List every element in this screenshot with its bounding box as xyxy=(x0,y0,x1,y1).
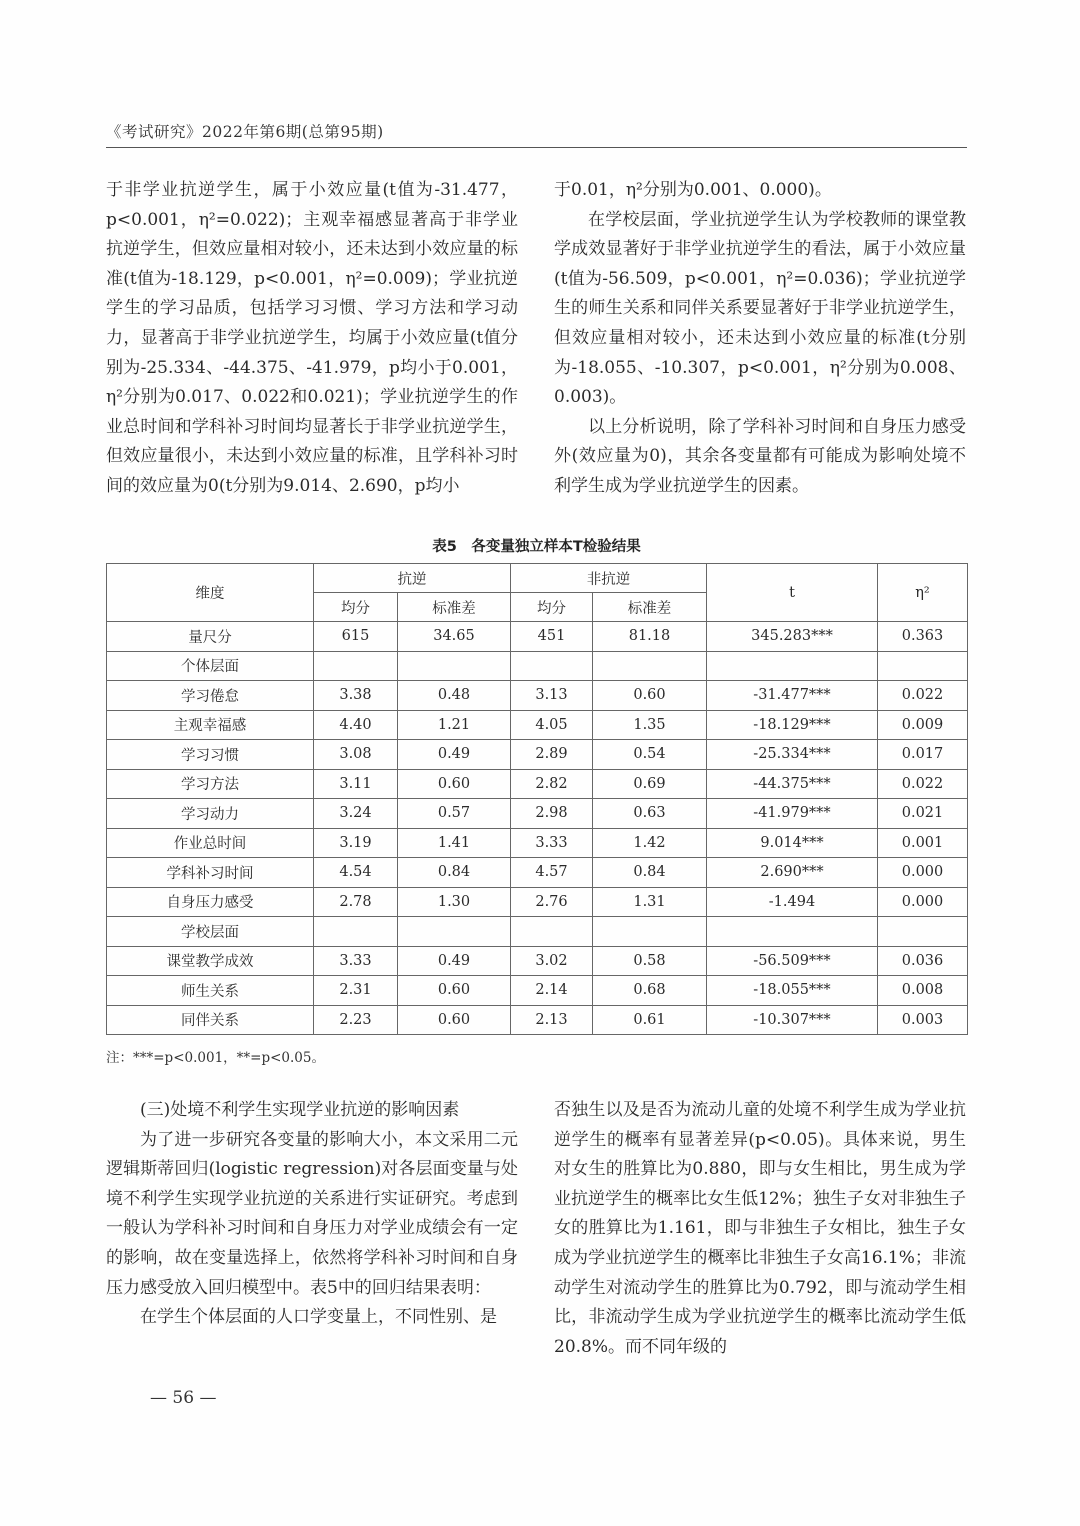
table-row xyxy=(107,828,968,858)
cell-sd: 1.42 xyxy=(593,828,707,858)
cell-eta: 0.000 xyxy=(878,887,968,917)
cell-t: -18.129*** xyxy=(707,710,878,740)
row-label: 作业总时间 xyxy=(107,828,314,858)
row-label: 学科补习时间 xyxy=(107,858,314,888)
cell-mean: 3.33 xyxy=(314,946,398,976)
cell-mean: 3.19 xyxy=(314,828,398,858)
table-row xyxy=(107,946,968,976)
header-mean: 均分 xyxy=(511,593,593,622)
cell-sd: 1.41 xyxy=(398,828,511,858)
cell-mean: 3.38 xyxy=(314,681,398,711)
cell-mean: 2.13 xyxy=(511,1005,593,1035)
cell-eta: 0.022 xyxy=(878,769,968,799)
cell-t: -10.307*** xyxy=(707,1005,878,1035)
cell-eta: 0.363 xyxy=(878,622,968,652)
table-row xyxy=(107,976,968,1006)
row-label: 同伴关系 xyxy=(107,1005,314,1035)
cell-eta: 0.022 xyxy=(878,681,968,711)
table-row xyxy=(107,740,968,770)
cell-sd: 0.54 xyxy=(593,740,707,770)
row-label: 学习习惯 xyxy=(107,740,314,770)
table-note: 注：***=p<0.001，**=p<0.05。 xyxy=(106,1050,325,1066)
cell-t: -31.477*** xyxy=(707,681,878,711)
cell-sd: 0.68 xyxy=(593,976,707,1006)
cell-t xyxy=(707,651,878,681)
top-right-column xyxy=(554,176,966,502)
row-label: 课堂教学成效 xyxy=(107,946,314,976)
row-label: 主观幸福感 xyxy=(107,710,314,740)
cell-mean: 2.89 xyxy=(511,740,593,770)
row-label: 学习方法 xyxy=(107,769,314,799)
cell-t: 2.690*** xyxy=(707,858,878,888)
cell-eta: 0.000 xyxy=(878,858,968,888)
cell-sd: 1.31 xyxy=(593,887,707,917)
bottom-right-column xyxy=(554,1096,966,1362)
row-label: 师生关系 xyxy=(107,976,314,1006)
cell-sd: 0.60 xyxy=(398,1005,511,1035)
cell-mean: 2.78 xyxy=(314,887,398,917)
results-table-container xyxy=(106,563,967,1035)
row-label: 个体层面 xyxy=(107,651,314,681)
table-row xyxy=(107,769,968,799)
top-left-column xyxy=(106,176,518,502)
cell-sd xyxy=(593,651,707,681)
table-row xyxy=(107,651,968,681)
cell-mean: 3.13 xyxy=(511,681,593,711)
cell-mean: 4.40 xyxy=(314,710,398,740)
cell-t: -25.334*** xyxy=(707,740,878,770)
cell-mean: 4.54 xyxy=(314,858,398,888)
cell-mean xyxy=(314,651,398,681)
row-label: 学习动力 xyxy=(107,799,314,829)
running-header: 《考试研究》2022年第6期(总第95期) xyxy=(106,123,384,141)
header-sd: 标准差 xyxy=(593,593,707,622)
cell-eta: 0.036 xyxy=(878,946,968,976)
header-eta: η² xyxy=(878,564,968,622)
cell-sd: 0.63 xyxy=(593,799,707,829)
cell-sd: 0.49 xyxy=(398,946,511,976)
cell-t: -56.509*** xyxy=(707,946,878,976)
body-paragraph: 为了进一步研究各变量的影响大小，本文采用二元逻辑斯蒂回归(logistic regression)对各层面变量与处境不利学生实现学业抗逆的关系进行实证研究。考虑到一般认为学科补习时间和自身压力对学业成绩会有一定的影响，故在变量选择上，依然将学科补习时间和自身压力感受放入回归模型中。表5中的回归结果表明： xyxy=(106,1129,518,1298)
body-paragraph: 在学生个体层面的人口学变量上，不同性别、是 xyxy=(140,1307,497,1328)
cell-eta: 0.009 xyxy=(878,710,968,740)
cell-mean xyxy=(314,917,398,947)
cell-eta: 0.003 xyxy=(878,1005,968,1035)
cell-t: -41.979*** xyxy=(707,799,878,829)
cell-sd: 0.60 xyxy=(398,976,511,1006)
cell-sd xyxy=(593,917,707,947)
body-paragraph: 于非学业抗逆学生，属于小效应量(t值为-31.477，p<0.001，η²=0.022)；主观幸福感显著高于非学业抗逆学生，但效应量相对较小，还未达到小效应量的标准(t值为-18.129，p<0.001，η²=0.009)；学业抗逆学生的学习品质，包括学习习惯、学习方法和学习动力，显著高于非学业抗逆学生，均属于小效应量(t值分别为-25.334、-44.375、-41.979，p均小于0.001，η²分别为0.017、0.022和0.021)；学业抗逆学生的作业总时间和学科补习时间均显著长于非学业抗逆学生，但效应量很小，未达到小效应量的标准，且学科补习时间的效应量为0(t分别为9.014、2.690，p均小 xyxy=(106,180,518,496)
cell-mean: 3.11 xyxy=(314,769,398,799)
body-paragraph: 于0.01，η²分别为0.001、0.000)。 xyxy=(554,180,832,200)
header-mean: 均分 xyxy=(314,593,398,622)
cell-sd: 1.35 xyxy=(593,710,707,740)
table-row xyxy=(107,858,968,888)
cell-mean xyxy=(511,651,593,681)
row-label: 学校层面 xyxy=(107,917,314,947)
cell-mean: 4.57 xyxy=(511,858,593,888)
table-row xyxy=(107,622,968,652)
header-dimension: 维度 xyxy=(107,564,314,622)
cell-sd xyxy=(398,917,511,947)
cell-sd: 0.84 xyxy=(398,858,511,888)
cell-eta: 0.008 xyxy=(878,976,968,1006)
cell-mean: 3.24 xyxy=(314,799,398,829)
cell-mean: 2.14 xyxy=(511,976,593,1006)
cell-sd: 0.84 xyxy=(593,858,707,888)
cell-t: 345.283*** xyxy=(707,622,878,652)
cell-eta: 0.001 xyxy=(878,828,968,858)
cell-sd: 34.65 xyxy=(398,622,511,652)
cell-mean: 3.08 xyxy=(314,740,398,770)
cell-sd: 0.60 xyxy=(398,769,511,799)
cell-sd: 1.30 xyxy=(398,887,511,917)
cell-mean: 451 xyxy=(511,622,593,652)
row-label: 学习倦怠 xyxy=(107,681,314,711)
table-row xyxy=(107,681,968,711)
cell-mean: 3.02 xyxy=(511,946,593,976)
header-non-resilient: 非抗逆 xyxy=(511,564,707,593)
table-row xyxy=(107,917,968,947)
header-resilient: 抗逆 xyxy=(314,564,511,593)
cell-sd: 81.18 xyxy=(593,622,707,652)
results-table xyxy=(106,563,968,1035)
body-paragraph: 否独生以及是否为流动儿童的处境不利学生成为学业抗逆学生的概率有显著差异(p<0.05)。具体来说，男生对女生的胜算比为0.880，即与女生相比，男生成为学业抗逆学生的概率比女生低12%；独生子女对非独生子女的胜算比为1.161，即与非独生子女相比，独生子女成为学业抗逆学生的概率比非独生子女高16.1%；非流动学生对流动学生的胜算比为0.792，即与流动学生相比，非流动学生成为学业抗逆学生的概率比流动学生低20.8%。而不同年级的 xyxy=(554,1100,966,1357)
page-number: — 56 — xyxy=(150,1388,217,1408)
header-sd: 标准差 xyxy=(398,593,511,622)
cell-sd xyxy=(398,651,511,681)
cell-mean: 2.76 xyxy=(511,887,593,917)
cell-t: 9.014*** xyxy=(707,828,878,858)
cell-mean: 2.98 xyxy=(511,799,593,829)
header-divider xyxy=(106,147,967,148)
cell-eta: 0.021 xyxy=(878,799,968,829)
cell-sd: 0.69 xyxy=(593,769,707,799)
cell-mean: 2.31 xyxy=(314,976,398,1006)
cell-sd: 0.60 xyxy=(593,681,707,711)
body-paragraph: 在学校层面，学业抗逆学生认为学校教师的课堂教学成效显著好于非学业抗逆学生的看法，属于小效应量(t值为-56.509，p<0.001，η²=0.036)；学业抗逆学生的师生关系和同伴关系要显著好于非学业抗逆学生，但效应量相对较小，还未达到小效应量的标准(t分别为-18.055、-10.307，p<0.001，η²分别为0.008、0.003)。 xyxy=(554,209,966,408)
cell-sd: 0.58 xyxy=(593,946,707,976)
cell-sd: 0.49 xyxy=(398,740,511,770)
row-label: 自身压力感受 xyxy=(107,887,314,917)
header-t: t xyxy=(707,564,878,622)
cell-t: -44.375*** xyxy=(707,769,878,799)
bottom-left-column xyxy=(106,1096,518,1333)
cell-mean: 615 xyxy=(314,622,398,652)
section-heading: (三)处境不利学生实现学业抗逆的影响因素 xyxy=(140,1100,460,1120)
cell-sd: 0.57 xyxy=(398,799,511,829)
cell-sd: 1.21 xyxy=(398,710,511,740)
cell-mean: 3.33 xyxy=(511,828,593,858)
row-label: 量尺分 xyxy=(107,622,314,652)
table-row xyxy=(107,710,968,740)
table-row xyxy=(107,799,968,829)
cell-mean: 2.23 xyxy=(314,1005,398,1035)
cell-t: -18.055*** xyxy=(707,976,878,1006)
cell-eta: 0.017 xyxy=(878,740,968,770)
cell-mean: 4.05 xyxy=(511,710,593,740)
cell-sd: 0.61 xyxy=(593,1005,707,1035)
cell-mean: 2.82 xyxy=(511,769,593,799)
cell-eta xyxy=(878,917,968,947)
cell-mean xyxy=(511,917,593,947)
cell-eta xyxy=(878,651,968,681)
cell-t: -1.494 xyxy=(707,887,878,917)
table-row xyxy=(107,887,968,917)
table-row xyxy=(107,1005,968,1035)
table-caption: 表5 各变量独立样本T检验结果 xyxy=(432,539,641,555)
cell-sd: 0.48 xyxy=(398,681,511,711)
cell-t xyxy=(707,917,878,947)
body-paragraph: 以上分析说明，除了学科补习时间和自身压力感受外(效应量为0)，其余各变量都有可能成为影响处境不利学生成为学业抗逆学生的因素。 xyxy=(554,416,966,496)
